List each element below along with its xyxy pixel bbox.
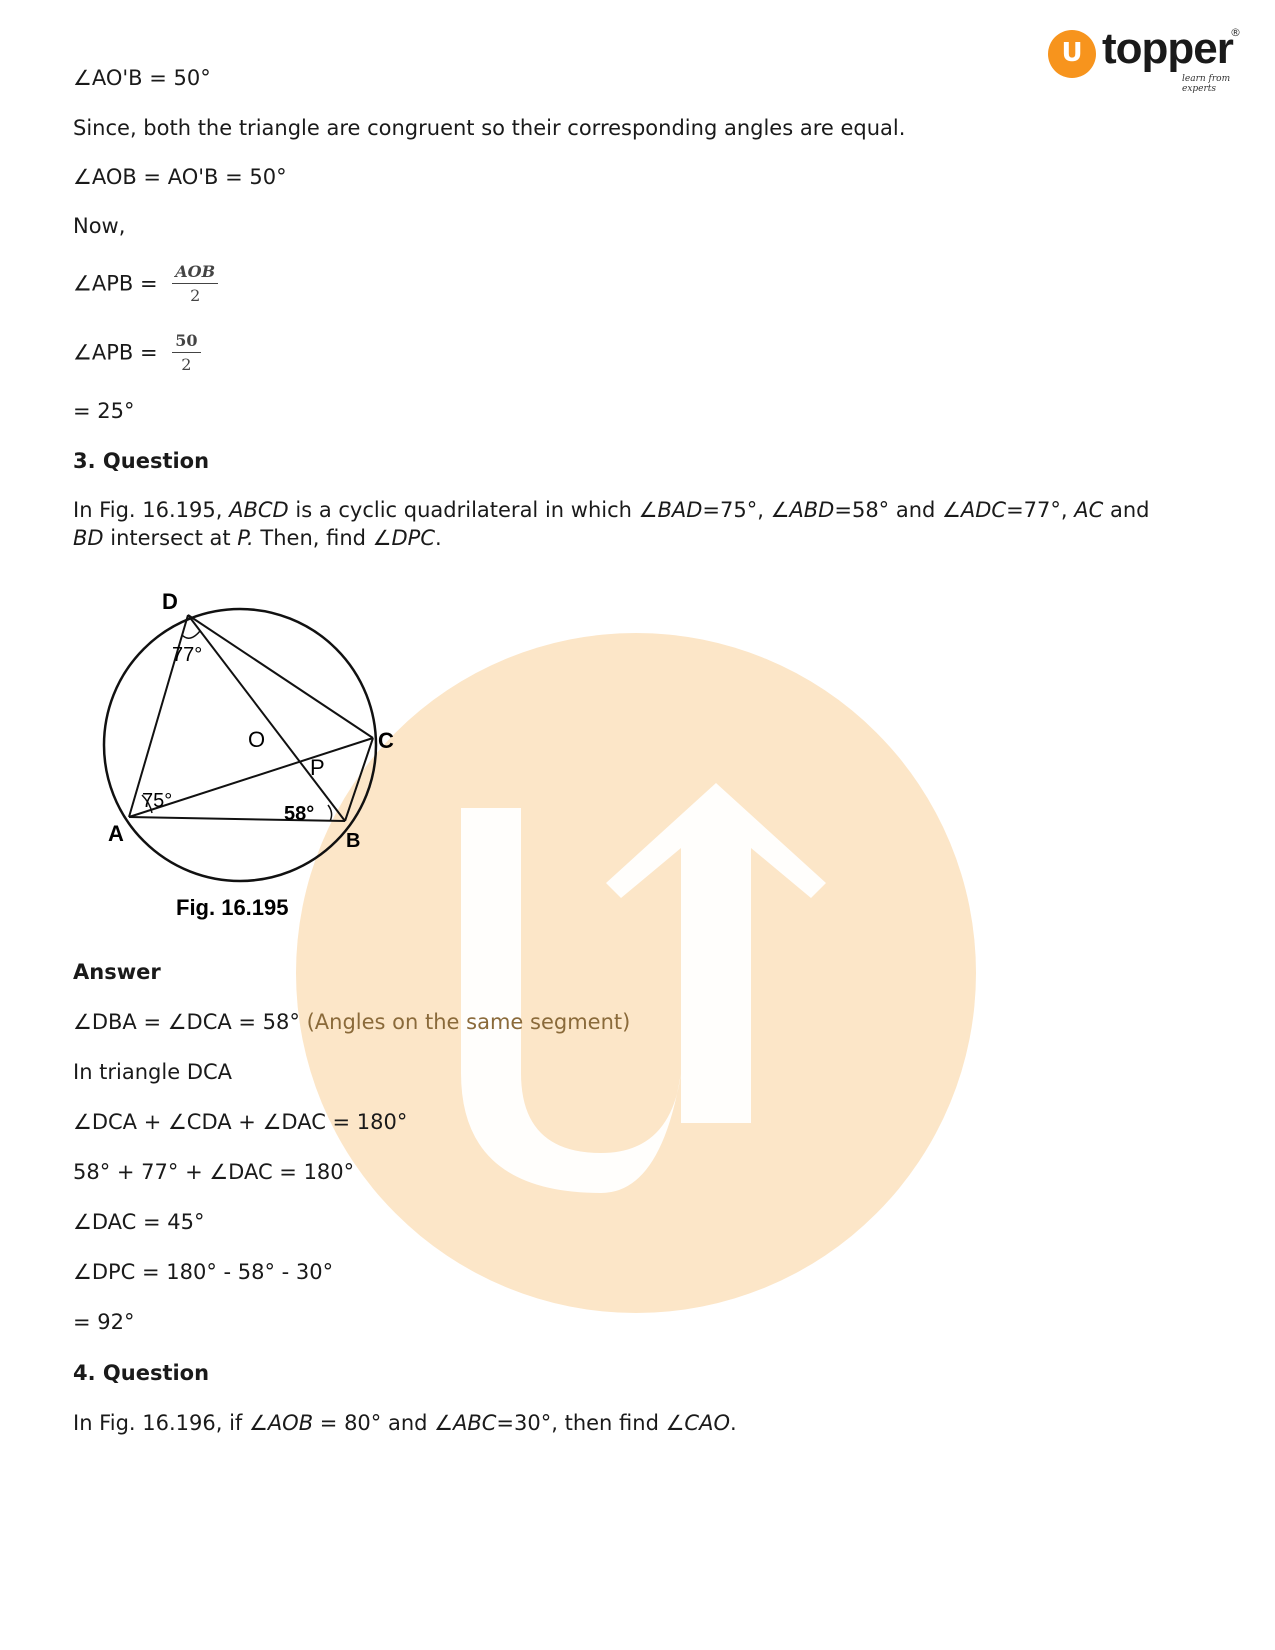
text-span: In Fig. 16.195,	[73, 498, 230, 522]
text-span: In Fig. 16.196, if ∠	[73, 1411, 268, 1435]
logo-wordmark: topper	[1102, 24, 1233, 73]
angle-label-d: 77°	[172, 644, 203, 666]
equation-line: ∠DAC = 45°	[73, 1210, 205, 1234]
equation-line: ∠AOB = AO'B = 50°	[73, 165, 287, 189]
equation-line	[73, 1008, 630, 1036]
text-span: ABCD	[229, 498, 289, 522]
equation-line: = 92°	[73, 1310, 135, 1334]
fraction-numerator: 50	[175, 331, 198, 350]
text-span: and	[1103, 498, 1150, 522]
text-span: Then, find ∠	[253, 526, 392, 550]
angle-label-b: 58°	[284, 803, 315, 825]
chord-dc	[188, 615, 373, 738]
fraction-equation	[73, 330, 201, 377]
logo-mark-icon: U	[1048, 30, 1096, 78]
fraction-numerator: AOB	[175, 262, 216, 281]
fraction-equation	[73, 261, 218, 308]
equation-prefix: ∠APB =	[73, 271, 158, 296]
text-span: BD	[73, 526, 104, 550]
text-span: (Angles on the same segment)	[299, 1010, 631, 1034]
label-c: C	[378, 728, 394, 753]
text-span: ABD	[789, 498, 835, 522]
equation-prefix: ∠APB =	[73, 340, 158, 365]
text-span: .	[435, 526, 442, 550]
text-span: .	[729, 1411, 737, 1435]
text-span: ∠DBA = ∠DCA = 58°	[73, 1010, 300, 1034]
fraction-denominator: 2	[190, 286, 201, 305]
label-p: P	[310, 755, 325, 780]
logo-tagline: learn from experts	[1182, 74, 1231, 94]
registered-mark: ®	[1230, 26, 1241, 39]
text-line: Now,	[73, 214, 126, 238]
text-span: =30°, then find ∠	[496, 1411, 685, 1435]
label-b: B	[346, 830, 361, 852]
text-span: =75°, ∠	[702, 498, 790, 522]
text-span: BAD	[657, 498, 703, 522]
equation-line: ∠DCA + ∠CDA + ∠DAC = 180°	[73, 1110, 408, 1134]
text-line: In triangle DCA	[73, 1060, 233, 1084]
answer-heading: Answer	[73, 960, 161, 984]
text-span: AC	[1074, 498, 1104, 522]
question-heading: 4. Question	[73, 1361, 210, 1385]
text-line: Since, both the triangle are congruent so their corresponding angles are equal.	[73, 116, 906, 140]
angle-arc-b	[328, 805, 332, 821]
angle-label-a: 75°	[142, 790, 173, 812]
text-span: ABC	[452, 1411, 497, 1435]
text-span: ADC	[960, 498, 1007, 522]
brand-logo	[1048, 24, 1248, 94]
text-span: P.	[237, 526, 254, 550]
fraction	[172, 330, 200, 377]
text-span: is a cyclic quadrilateral in which ∠	[288, 498, 658, 522]
fraction-denominator: 2	[181, 355, 192, 374]
text-span: = 80° and ∠	[313, 1411, 453, 1435]
equation-line: = 25°	[73, 399, 135, 423]
text-span: DPC	[391, 526, 435, 550]
text-span: CAO	[684, 1411, 730, 1435]
figure-caption: Fig. 16.195	[176, 895, 289, 920]
question-heading: 3. Question	[73, 449, 210, 473]
text-span: intersect at	[103, 526, 238, 550]
label-a: A	[108, 821, 124, 846]
question-text	[73, 1409, 737, 1437]
equation-line: ∠DPC = 180° - 58° - 30°	[73, 1260, 334, 1284]
text-span: AOB	[267, 1411, 314, 1435]
angle-arc-d	[182, 631, 200, 638]
fraction	[172, 261, 218, 308]
equation-line: 58° + 77° + ∠DAC = 180°	[73, 1160, 355, 1184]
text-span: =77°,	[1006, 498, 1075, 522]
geometry-figure	[90, 585, 410, 930]
label-d: D	[162, 589, 178, 614]
label-o: O	[248, 727, 266, 752]
text-span: =58° and ∠	[834, 498, 961, 522]
equation-line: ∠AO'B = 50°	[73, 66, 211, 90]
question-text	[73, 496, 1193, 552]
